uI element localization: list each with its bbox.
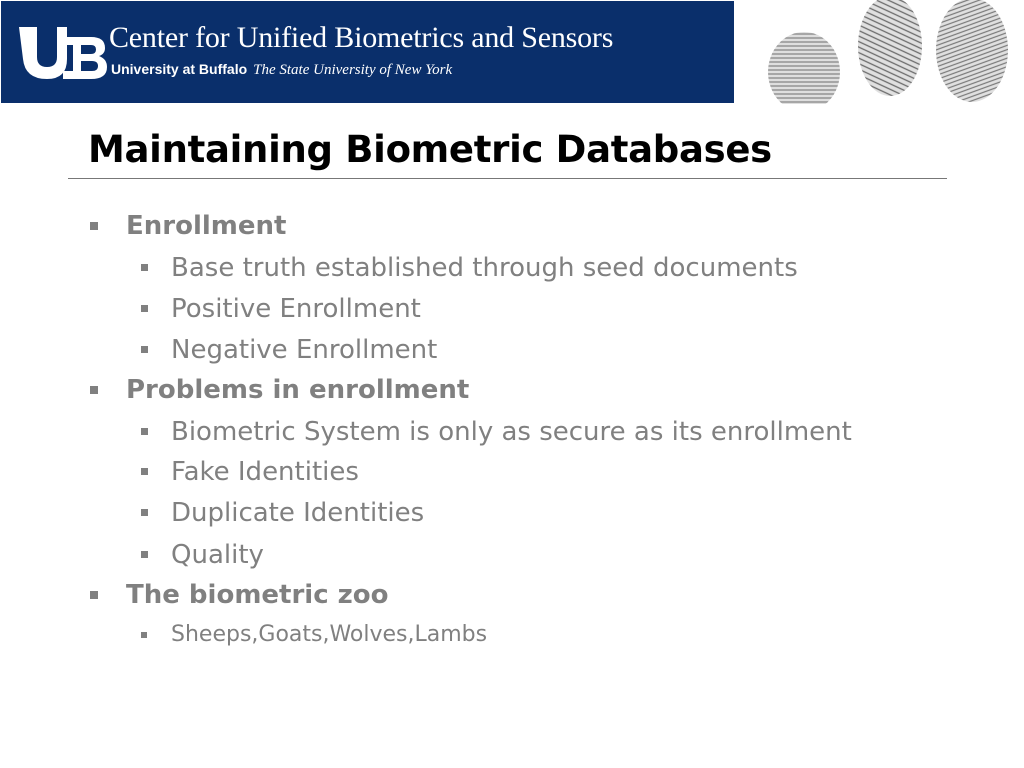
list-item-text: Base truth established through seed documents [171,253,798,283]
bullet-square-icon [141,346,148,353]
bullet-square-icon [141,551,148,558]
bullet-square-icon [141,468,148,475]
list-item-text: Fake Identities [171,457,359,487]
fingerprints-image [740,0,1024,104]
list-item-text: Negative Enrollment [171,335,438,365]
university-tagline: The State University of New York [253,62,453,78]
list-item [171,457,359,487]
bullet-square-icon [90,222,98,230]
slide-title: Maintaining Biometric Databases [88,128,772,171]
list-item [171,294,421,324]
header-banner [1,1,734,103]
list-item-text: Sheeps,Goats,Wolves,Lambs [171,622,488,647]
list-item [171,622,487,647]
bullet-square-icon [141,305,148,312]
list-item [171,498,424,528]
list-item-text: Quality [171,540,264,570]
bullet-square-icon [90,591,98,599]
center-name: Center for Unified Biometrics and Sensors [109,21,614,54]
bullet-square-icon [141,509,148,516]
list-item-text: Positive Enrollment [171,294,421,324]
list-item-text: Duplicate Identities [171,498,425,528]
list-item-text: Biometric System is only as secure as its enrollment [171,417,852,447]
section-heading: Problems in enrollment [126,375,470,405]
list-item [126,580,389,610]
bullet-square-icon [141,632,147,638]
title-divider [68,178,947,179]
ub-logo-icon [17,23,109,81]
section-heading: Enrollment [126,211,287,241]
list-item [171,253,798,283]
bullet-square-icon [141,428,148,435]
list-item [171,540,264,570]
university-name: University at Buffalo [111,61,248,77]
bullet-square-icon [141,264,148,271]
list-item [126,211,286,241]
university-line [111,59,452,79]
list-item [126,375,469,405]
section-heading: The biometric zoo [126,580,389,610]
bullet-square-icon [90,386,98,394]
list-item [171,417,852,447]
list-item [171,335,437,365]
